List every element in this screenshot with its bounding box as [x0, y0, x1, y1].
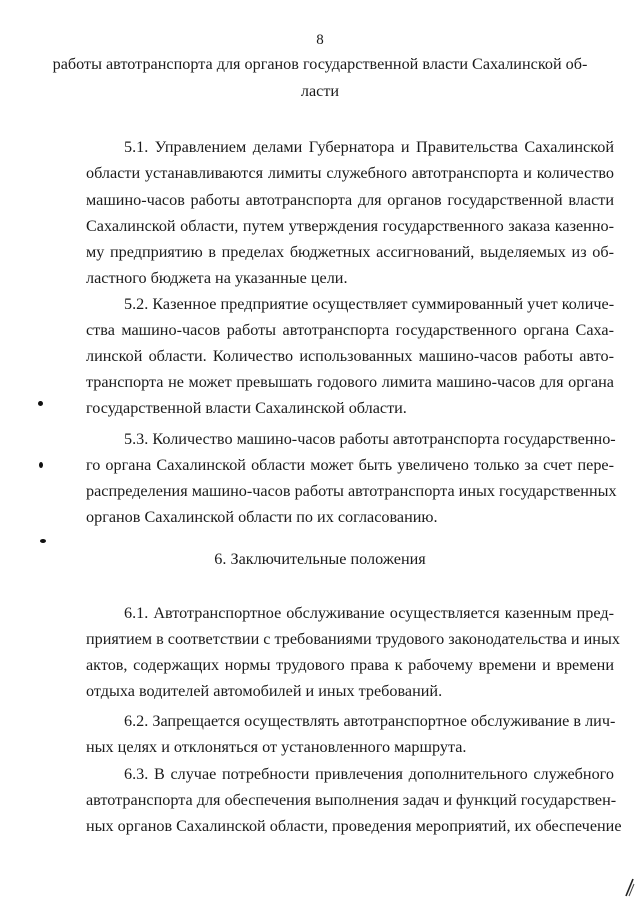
heading-continuation-line-1: работы автотранспорта для органов государственной власти Сахалинской об- [52, 55, 588, 73]
paragraph-5-1-line: 5.1. Управлением делами Губернатора и Правительства Сахалинской [124, 138, 614, 156]
paragraph-5-2-line: 5.2. Казенное предприятие осуществляет суммированный учет количе- [124, 295, 615, 313]
page-number: 8 [316, 32, 324, 48]
paragraph-5-1-line: му предприятию в пределах бюджетных ассигнований, выделяемых из об- [86, 243, 614, 261]
paragraph-5-3-line: распределения машино-часов работы автотранспорта иных государственных [86, 482, 617, 500]
heading-continuation-line-2: ласти [300, 82, 340, 100]
paragraph-5-3-line: го органа Сахалинской области может быть увеличено только за счет пере- [86, 456, 614, 474]
scan-corner-mark [624, 876, 636, 898]
paragraph-6-1-line: отдыха водителей автомобилей и иных требований. [86, 682, 443, 700]
paragraph-5-2-line: линской области. Количество использованных машино-часов работы авто- [86, 347, 614, 365]
paragraph-5-1-line: ластного бюджета на указанные цели. [86, 269, 348, 287]
paragraph-6-2-line: ных целях и отклоняться от установленного маршрута. [86, 738, 467, 756]
paragraph-6-3-line: ных органов Сахалинской области, проведения мероприятий, их обеспечение [86, 817, 622, 835]
paragraph-5-3-line: 5.3. Количество машино-часов работы автотранспорта государственно- [124, 430, 616, 448]
scan-dot-mark [40, 539, 46, 543]
paragraph-5-2-line: ства машино-часов работы автотранспорта государственного органа Саха- [86, 321, 614, 339]
paragraph-6-2-line: 6.2. Запрещается осуществлять автотранспортное обслуживание в лич- [124, 712, 616, 730]
paragraph-6-3-line: 6.3. В случае потребности привлечения дополнительного служебного [124, 765, 614, 783]
paragraph-6-1-line: 6.1. Автотранспортное обслуживание осуществляется казенным пред- [124, 604, 614, 622]
scan-dot-mark [39, 462, 43, 468]
section-title: 6. Заключительные положения [214, 550, 426, 568]
scan-dot-mark [38, 401, 43, 406]
paragraph-5-1-line: машино-часов работы автотранспорта для органов государственной власти [86, 191, 614, 209]
paragraph-5-1-line: Сахалинской области, путем утверждения государственного заказа казенно- [86, 217, 614, 235]
paragraph-5-1-line: области устанавливаются лимиты служебного автотранспорта и количество [86, 164, 614, 182]
paragraph-6-1-line: приятием в соответствии с требованиями трудового законодательства и иных [86, 630, 620, 648]
paragraph-5-2-line: государственной власти Сахалинской области. [86, 399, 407, 417]
paragraph-5-3-line: органов Сахалинской области по их согласованию. [86, 508, 438, 526]
paragraph-6-3-line: автотранспорта для обеспечения выполнения задач и функций государствен- [86, 791, 617, 809]
paragraph-5-2-line: транспорта не может превышать годового лимита машино-часов для органа [86, 373, 614, 391]
paragraph-6-1-line: актов, содержащих нормы трудового права к рабочему времени и времени [86, 656, 614, 674]
